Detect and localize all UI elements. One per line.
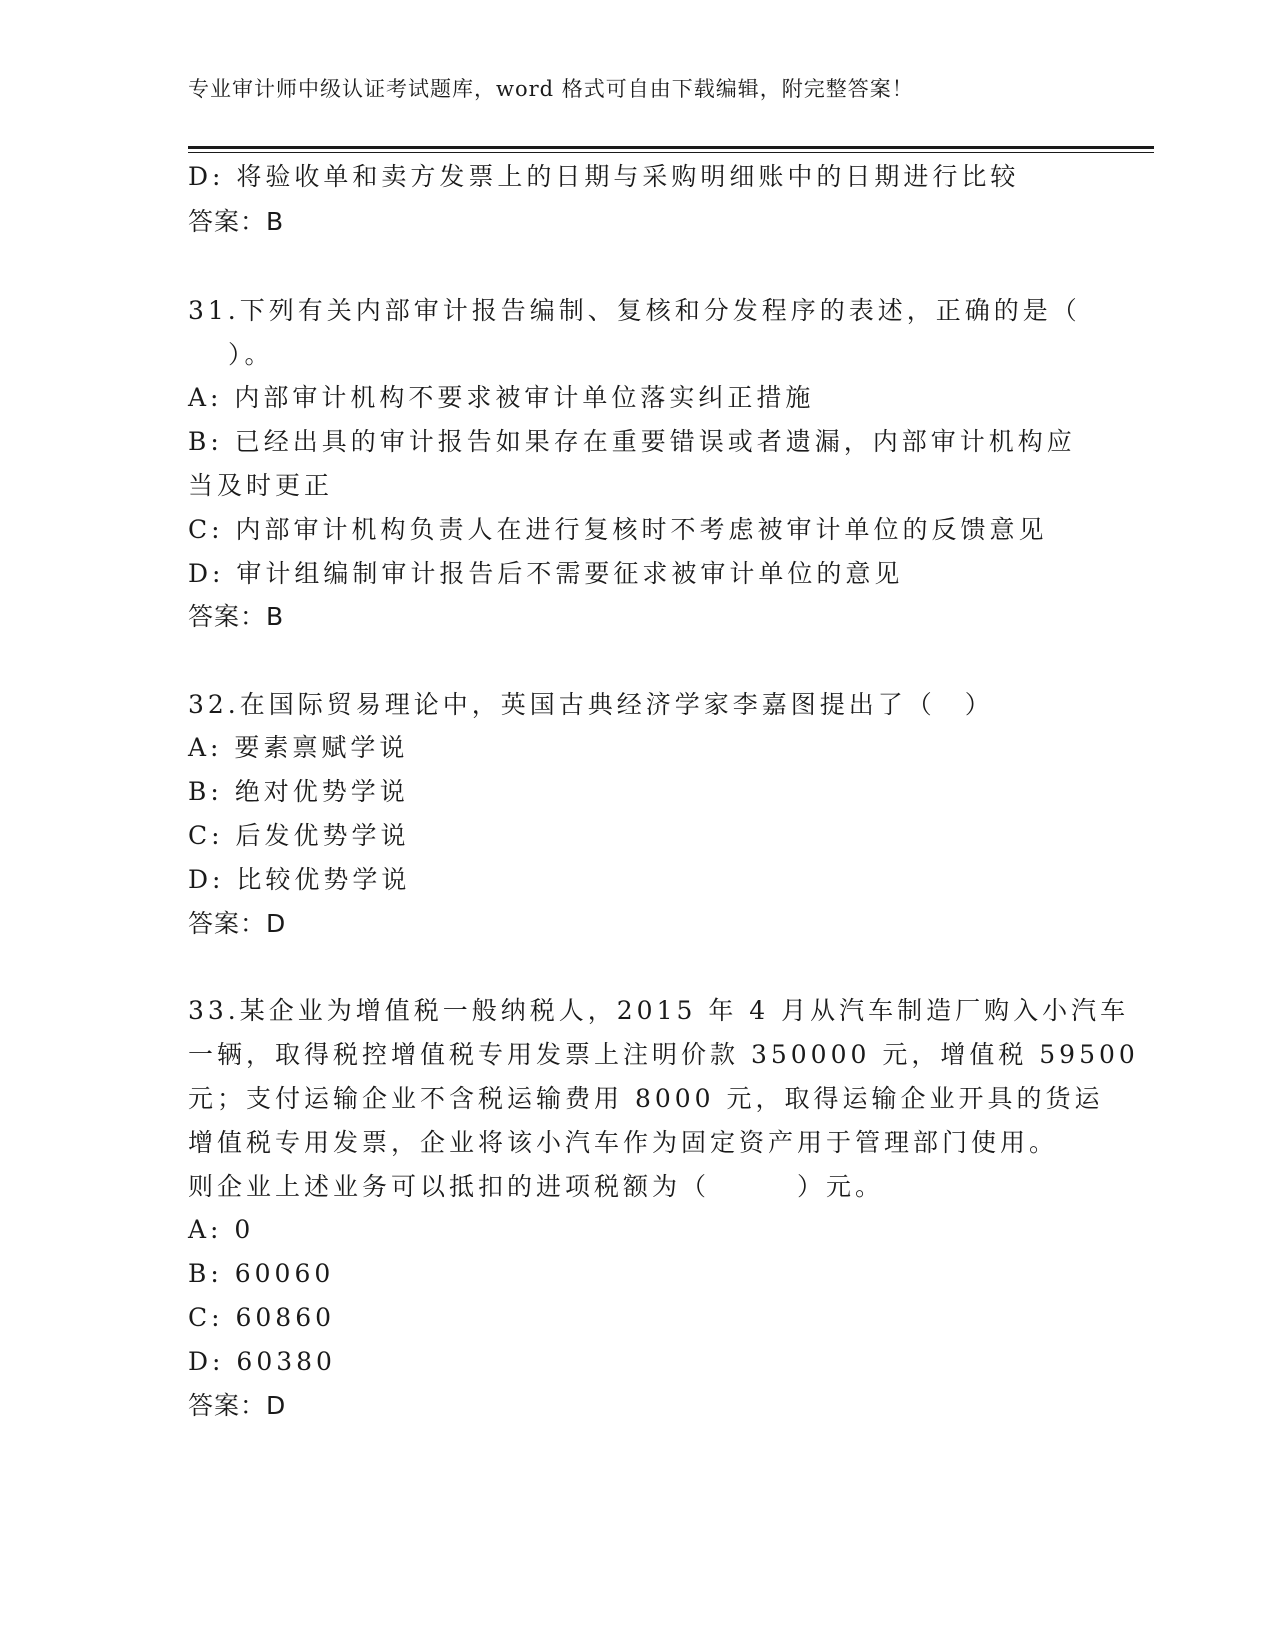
q31-option-a: A: 内部审计机构不要求被审计单位落实纠正措施	[188, 383, 815, 412]
q33-option-c: C: 60860	[188, 1303, 336, 1332]
q33-stem-line5: 则企业上述业务可以抵扣的进项税额为（ ）元。	[188, 1172, 885, 1201]
q31-option-d: D: 审计组编制审计报告后不需要征求被审计单位的意见	[188, 559, 904, 588]
q33-stem-line4: 增值税专用发票，企业将该小汽车作为固定资产用于管理部门使用。	[188, 1128, 1059, 1157]
q31-option-b-line2: 当及时更正	[188, 471, 334, 500]
page-header: 专业审计师中级认证考试题库，word 格式可自由下载编辑，附完整答案！	[188, 77, 914, 101]
q32-answer: 答案：D	[188, 909, 287, 938]
header-divider-thick	[188, 146, 1154, 149]
prev-question-option-d: D: 将验收单和卖方发票上的日期与采购明细账中的日期进行比较	[188, 162, 1020, 191]
q33-answer: 答案：D	[188, 1391, 287, 1420]
q31-answer: 答案：B	[188, 602, 285, 631]
q33-option-a: A: 0	[188, 1215, 255, 1244]
q33-stem-line2: 一辆，取得税控增值税专用发票上注明价款 350000 元，增值税 59500	[188, 1040, 1139, 1069]
header-divider-thin	[188, 152, 1154, 153]
q31-stem-line1: 31.下列有关内部审计报告编制、复核和分发程序的表述，正确的是（	[188, 296, 1081, 325]
q31-option-c: C: 内部审计机构负责人在进行复核时不考虑被审计单位的反馈意见	[188, 515, 1048, 544]
q33-stem-line1: 33.某企业为增值税一般纳税人，2015 年 4 月从汽车制造厂购入小汽车	[188, 996, 1130, 1025]
q32-stem: 32.在国际贸易理论中，英国古典经济学家李嘉图提出了（ ）	[188, 690, 994, 719]
q33-option-d: D: 60380	[188, 1347, 336, 1376]
q33-option-b: B: 60060	[188, 1259, 335, 1288]
q32-option-b: B: 绝对优势学说	[188, 777, 409, 806]
q31-option-b-line1: B: 已经出具的审计报告如果存在重要错误或者遗漏，内部审计机构应	[188, 427, 1076, 456]
q31-stem-line2: ）。	[228, 340, 274, 369]
q32-option-d: D: 比较优势学说	[188, 865, 411, 894]
q32-option-a: A: 要素禀赋学说	[188, 733, 409, 762]
prev-question-answer: 答案：B	[188, 207, 285, 236]
q33-stem-line3: 元；支付运输企业不含税运输费用 8000 元，取得运输企业开具的货运	[188, 1084, 1104, 1113]
q32-option-c: C: 后发优势学说	[188, 821, 410, 850]
